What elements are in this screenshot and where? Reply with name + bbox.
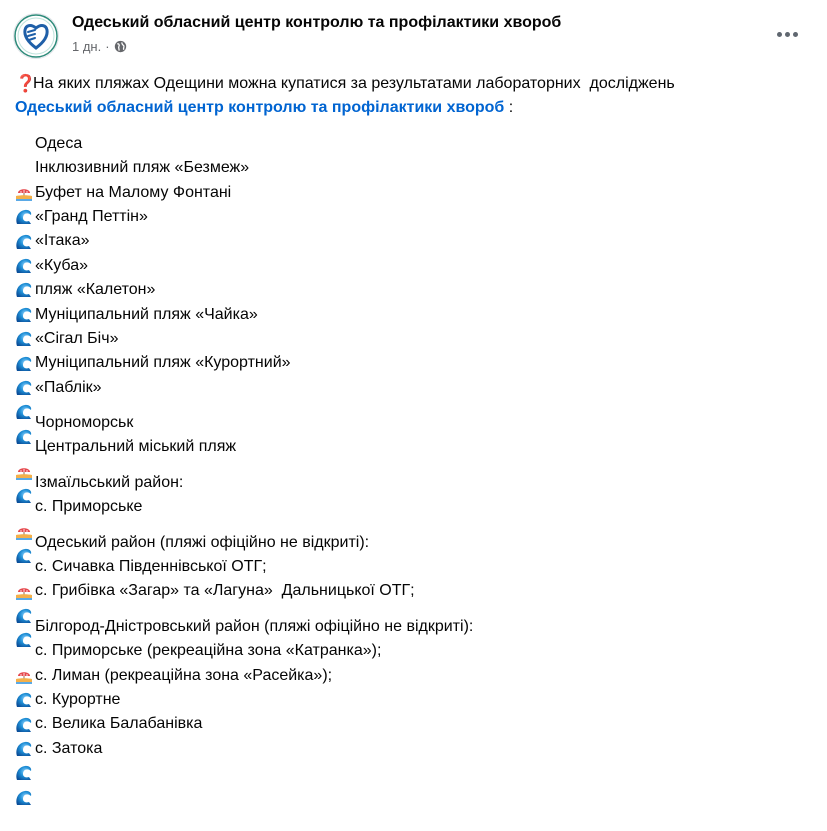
water-wave-icon (15, 583, 33, 601)
beach-umbrella-icon (15, 618, 33, 636)
list-item (15, 303, 815, 327)
beach-sections (15, 121, 815, 761)
section-spacer (15, 121, 815, 132)
beach-name: Муніципальний пляж «Курортний» (35, 354, 291, 372)
question-mark-icon: ❓ (15, 74, 37, 94)
list-item (15, 737, 815, 761)
beach-name: с. Лиман (рекреаційна зона «Расейка»); (35, 666, 333, 684)
list-item (15, 254, 815, 278)
beach-section (15, 531, 815, 604)
water-wave-icon (15, 498, 33, 516)
beach-name: «Гранд Петтін» (35, 207, 148, 225)
list-item (15, 156, 815, 180)
water-wave-icon (15, 379, 33, 397)
list-item (15, 495, 815, 519)
list-item (15, 229, 815, 253)
water-wave-icon (15, 159, 33, 177)
list-item (15, 278, 815, 302)
beach-name: с. Грибівка «Загар» та «Лагуна» Дальницької ОТГ; (35, 582, 415, 600)
water-wave-icon (15, 281, 33, 299)
post-body (15, 72, 815, 761)
mention-line (15, 96, 815, 120)
more-dot (777, 32, 782, 37)
section-title: Ізмаїльський район: (35, 473, 184, 491)
section-spacer (15, 604, 815, 615)
section-title-line (15, 615, 815, 639)
beach-name: пляж «Калетон» (35, 281, 156, 299)
organization-mention-link[interactable]: Одеський обласний центр контролю та профілактики хвороб (15, 99, 505, 117)
list-item (15, 376, 815, 400)
beach-umbrella-icon (15, 135, 33, 153)
beach-name: «Паблік» (35, 378, 102, 396)
beach-section (15, 132, 815, 400)
beach-name: Центральний міський пляж (35, 438, 237, 456)
section-title: Одеський район (пляжі офіційно не відкриті): (35, 533, 370, 551)
intro-line (15, 72, 815, 96)
section-spacer (15, 520, 815, 531)
beach-name: Інклюзивний пляж «Безмеж» (35, 159, 250, 177)
list-item (15, 555, 815, 579)
section-spacer (15, 400, 815, 411)
section-title-line (15, 132, 815, 156)
list-item (15, 205, 815, 229)
beach-name: с. Сичавка Південнівської ОТГ; (35, 558, 267, 576)
list-item (15, 181, 815, 205)
beach-umbrella-icon (15, 474, 33, 492)
beach-name: Муніципальний пляж «Чайка» (35, 305, 258, 323)
water-wave-icon (15, 667, 33, 685)
water-wave-icon (15, 330, 33, 348)
mention-suffix: : (504, 99, 514, 117)
water-wave-icon (15, 233, 33, 251)
more-dot (793, 32, 798, 37)
beach-name: «Ітака» (35, 232, 90, 250)
list-item (15, 664, 815, 688)
section-title-line (15, 531, 815, 555)
water-wave-icon (15, 257, 33, 275)
water-wave-icon (15, 354, 33, 372)
list-item (15, 579, 815, 603)
list-item (15, 712, 815, 736)
water-wave-icon (15, 716, 33, 734)
water-wave-icon (15, 642, 33, 660)
beach-name: с. Курортне (35, 690, 121, 708)
water-wave-icon (15, 439, 33, 457)
beach-name: с. Затока (35, 739, 103, 757)
list-item (15, 351, 815, 375)
globe-icon (114, 40, 127, 53)
list-item (15, 688, 815, 712)
water-wave-icon (15, 208, 33, 226)
list-item (15, 435, 815, 459)
organization-logo-icon (14, 14, 58, 58)
section-title-line (15, 411, 815, 435)
avatar[interactable] (14, 14, 58, 58)
water-wave-icon (15, 740, 33, 758)
beach-name: Буфет на Малому Фонтані (35, 183, 232, 201)
section-title: Одеса (35, 134, 83, 152)
page-name-link[interactable]: Одеський обласний центр контролю та профілактики хвороб (72, 14, 562, 31)
post-timestamp[interactable]: 1 дн. (72, 39, 102, 54)
beach-name: с. Велика Балабанівка (35, 715, 203, 733)
section-title: Чорноморськ (35, 414, 134, 432)
beach-name: с. Приморське (рекреаційна зона «Катранка»); (35, 642, 382, 660)
meta-separator: · (105, 39, 110, 54)
beach-name: «Сігал Біч» (35, 329, 119, 347)
beach-name: с. Приморське (35, 498, 143, 516)
post-meta (72, 39, 127, 54)
beach-umbrella-icon (15, 534, 33, 552)
section-spacer (15, 460, 815, 471)
beach-section (15, 471, 815, 520)
post-header (12, 10, 817, 60)
section-title: Білгород-Дністровський район (пляжі офіційно не відкриті): (35, 617, 474, 635)
list-item (15, 639, 815, 663)
water-wave-icon (15, 306, 33, 324)
water-wave-icon (15, 558, 33, 576)
more-options-button[interactable] (769, 20, 805, 48)
beach-section (15, 411, 815, 460)
section-title-line (15, 471, 815, 495)
beach-name: «Куба» (35, 256, 88, 274)
beach-section (15, 615, 815, 761)
water-wave-icon (15, 691, 33, 709)
list-item (15, 327, 815, 351)
water-wave-icon (15, 184, 33, 202)
intro-text: На яких пляжах Одещини можна купатися за результатами лабораторних досліджень (33, 75, 675, 92)
more-dot (785, 32, 790, 37)
beach-umbrella-icon (15, 414, 33, 432)
